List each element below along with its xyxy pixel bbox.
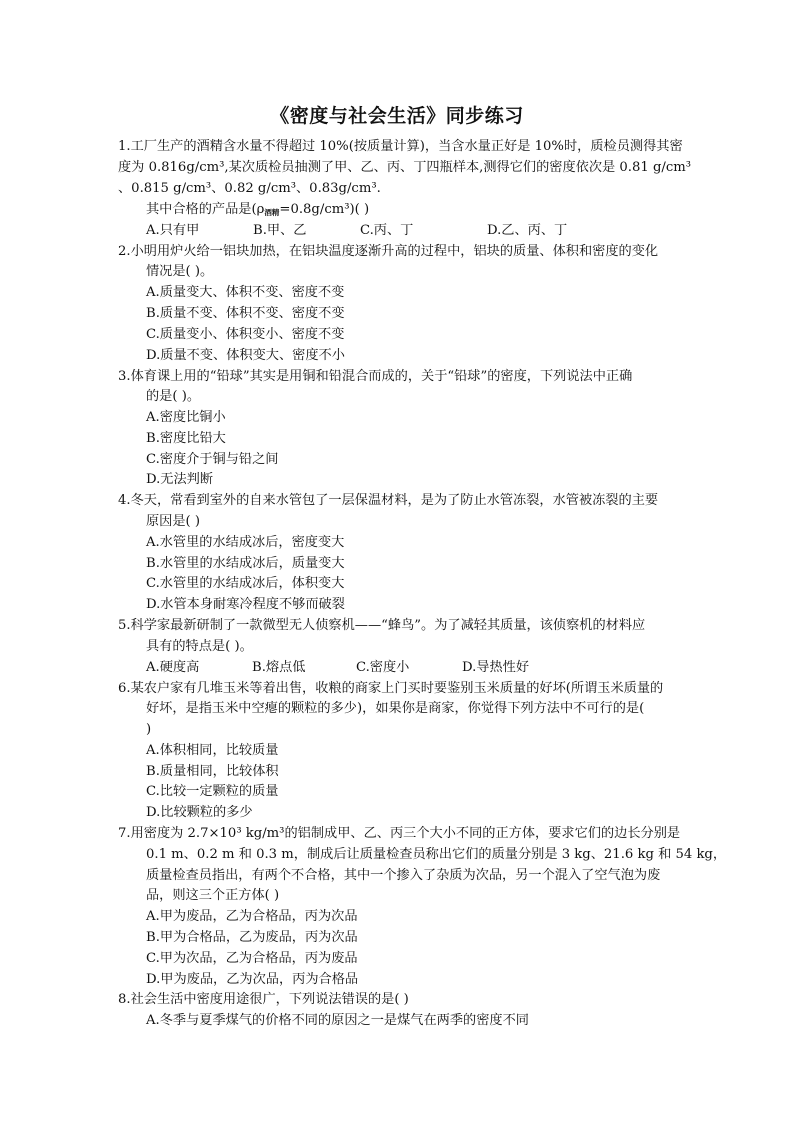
q5-option-a: A.硬度高: [146, 660, 200, 675]
q4-option-d: D.水管本身耐寒冷程度不够而破裂: [146, 597, 345, 612]
q7-stem-line-3: 质量检查员指出，有两个不合格，其中一个掺入了杂质为次品，另一个混入了空气泡为废: [146, 868, 661, 883]
q3-option-d: D.无法判断: [146, 472, 214, 487]
q1-options-row: [146, 221, 567, 241]
q6-option-a: A.体积相同，比较质量: [146, 743, 279, 758]
q2-option-d: D.质量不变、体积变大、密度不小: [146, 348, 345, 363]
q7-option-a: A.甲为废品，乙为合格品，丙为次品: [146, 909, 358, 924]
q5-option-d: D.导热性好: [462, 660, 530, 675]
q5-option-b: B.熔点低: [252, 660, 306, 675]
q1-stem-extra-subscript: 酒精: [264, 208, 280, 217]
q3-stem-line-2: 的是( )。: [146, 389, 201, 404]
q1-stem-line-3: 、0.815 g/cm³、0.82 g/cm³、0.83g/cm³.: [118, 181, 381, 196]
q2-stem-line-1: 2.小明用炉火给一铝块加热，在铝块温度逐渐升高的过程中，铝块的质量、体积和密度的变化: [118, 244, 659, 259]
q4-stem-line-1: 4.冬天，常看到室外的自来水管包了一层保温材料，是为了防止水管冻裂，水管被冻裂的主要: [118, 493, 659, 508]
q2-option-c: C.质量变小、体积变小、密度不变: [146, 327, 345, 342]
q2-option-b: B.质量不变、体积不变、密度不变: [146, 306, 345, 321]
q5-options-row: [146, 658, 529, 678]
q1-option-a: A.只有甲: [146, 223, 200, 238]
q6-option-c: C.比较一定颗粒的质量: [146, 784, 279, 799]
q1-stem-extra: [146, 200, 369, 223]
q1-stem-extra-prefix: 其中合格的产品是(ρ: [146, 202, 265, 217]
q6-stem-line-2: 好坏，是指玉米中空瘪的颗粒的多少)，如果你是商家，你觉得下列方法中不可行的是(: [146, 701, 645, 716]
q1-option-d: D.乙、丙、丁: [487, 223, 568, 238]
q8-option-a: A.冬季与夏季煤气的价格不同的原因之一是煤气在两季的密度不同: [146, 1013, 529, 1028]
q8-stem-line-1: 8.社会生活中密度用途很广，下列说法错误的是( ): [118, 992, 409, 1007]
q5-stem-line-1: 5.科学家最新研制了一款微型无人侦察机——“蜂鸟”。为了减轻其质量，该侦察机的材料应: [118, 618, 646, 633]
q6-option-b: B.质量相同，比较体积: [146, 764, 279, 779]
q1-option-c: C.丙、丁: [360, 223, 414, 238]
q7-stem-line-2: 0.1 m、0.2 m 和 0.3 m，制成后让质量检查员称出它们的质量分别是 3 kg、21.6 kg 和 54 kg，: [146, 847, 727, 862]
q6-stem-line-1: 6.某农户家有几堆玉米等着出售，收粮的商家上门买时要鉴别玉米质量的好坏(所谓玉米质量的: [118, 681, 664, 696]
q3-option-a: A.密度比铜小: [146, 410, 226, 425]
q4-option-c: C.水管里的水结成冰后，体积变大: [146, 576, 345, 591]
q3-stem-line-1: 3.体育课上用的“铅球”其实是用铜和铅混合而成的，关于“铅球”的密度，下列说法中正确: [118, 369, 633, 384]
q2-option-a: A.质量变大、体积不变、密度不变: [146, 285, 345, 300]
q6-option-d: D.比较颗粒的多少: [146, 805, 253, 820]
q6-stem-line-3: ): [146, 722, 152, 737]
page-title: 《密度与社会生活》同步练习: [270, 105, 524, 127]
q2-stem-line-2: 情况是( )。: [146, 264, 214, 279]
q4-option-b: B.水管里的水结成冰后，质量变大: [146, 556, 345, 571]
q1-stem-extra-suffix: =0.8g/cm³)( ): [279, 202, 370, 217]
q7-stem-line-4: 品，则这三个正方体( ): [146, 888, 280, 903]
q3-option-b: B.密度比铅大: [146, 431, 226, 446]
q7-option-b: B.甲为合格品，乙为废品，丙为次品: [146, 930, 358, 945]
q7-option-d: D.甲为废品，乙为次品，丙为合格品: [146, 972, 359, 987]
q1-stem-line-1: 1.工厂生产的酒精含水量不得超过 10%(按质量计算)，当含水量正好是 10%时，质检员测得其密: [118, 139, 683, 154]
q3-option-c: C.密度介于铜与铅之间: [146, 452, 279, 467]
q1-option-b: B.甲、乙: [253, 223, 307, 238]
q1-stem-line-2: 度为 0.816g/cm³,某次质检员抽测了甲、乙、丙、丁四瓶样本,测得它们的密度依次是 0.81 g/cm³: [118, 160, 692, 175]
q7-stem-line-1: 7.用密度为 2.7×10³ kg/m³的铝制成甲、乙、丙三个大小不同的正方体，要求它们的边长分别是: [118, 826, 681, 841]
q4-stem-line-2: 原因是( ): [146, 514, 201, 529]
q7-option-c: C.甲为次品，乙为合格品，丙为废品: [146, 951, 358, 966]
q4-option-a: A.水管里的水结成冰后，密度变大: [146, 535, 345, 550]
q5-stem-line-2: 具有的特点是( )。: [146, 639, 253, 654]
q5-option-c: C.密度小: [356, 660, 410, 675]
